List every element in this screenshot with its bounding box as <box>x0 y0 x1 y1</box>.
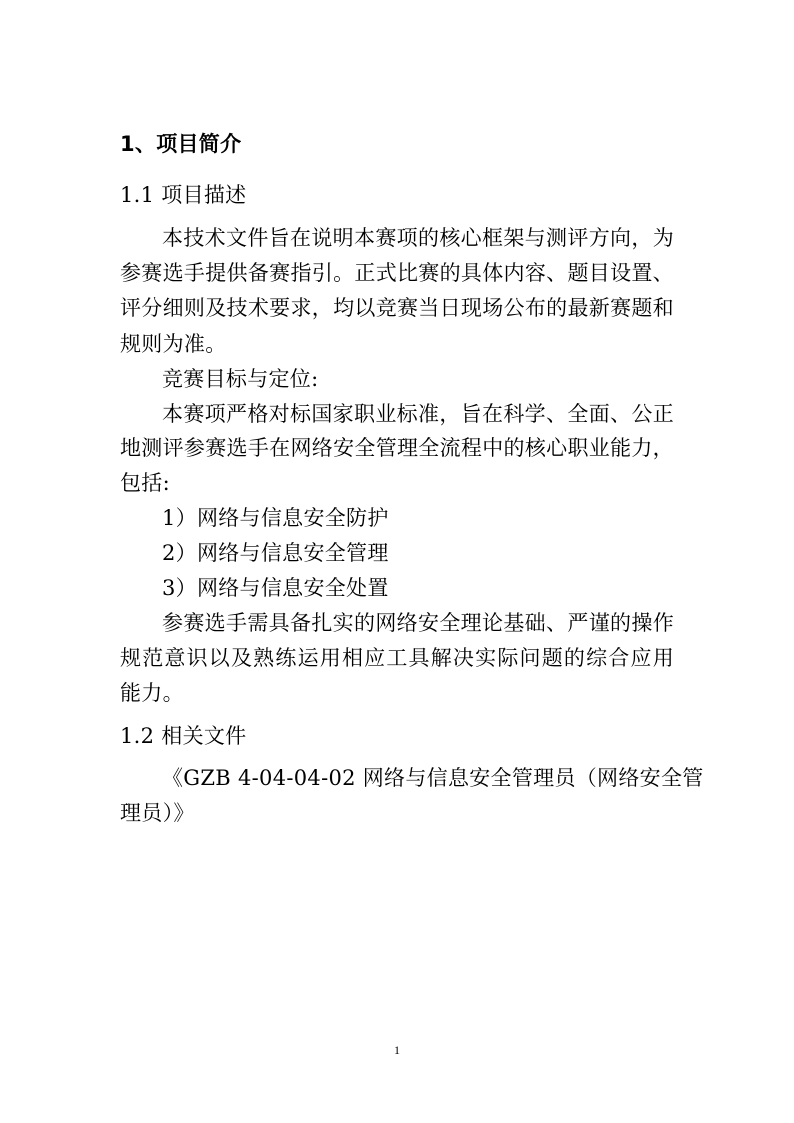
paragraph-line: 能力。 <box>120 681 184 705</box>
list-item: 3）网络与信息安全处置 <box>162 576 389 600</box>
list-item: 2）网络与信息安全管理 <box>162 541 389 565</box>
paragraph-line: 规则为准。 <box>120 332 227 356</box>
related-document-line: 理员）》 <box>120 801 195 825</box>
paragraph-line: 评分细则及技术要求，均以竞赛当日现场公布的最新赛题和 <box>120 296 674 320</box>
paragraph-line: 参赛选手提供备赛指引。正式比赛的具体内容、题目设置、 <box>120 261 674 285</box>
paragraph-line: 规范意识以及熟练运用相应工具解决实际问题的综合应用 <box>120 646 674 670</box>
list-item: 1）网络与信息安全防护 <box>162 506 389 530</box>
goal-heading: 竞赛目标与定位: <box>162 367 319 391</box>
page-number: 1 <box>394 1043 400 1057</box>
subsection-title-1-2: 1.2 相关文件 <box>120 724 247 748</box>
subsection-title-1-1: 1.1 项目描述 <box>120 183 247 207</box>
paragraph-line: 本赛项严格对标国家职业标准，旨在科学、全面、公正 <box>162 402 674 426</box>
paragraph-line: 地测评参赛选手在网络安全管理全流程中的核心职业能力， <box>120 436 674 460</box>
related-document-line: 《GZB 4-04-04-02 网络与信息安全管理员（网络安全管 <box>162 766 704 790</box>
paragraph-line: 参赛选手需具备扎实的网络安全理论基础、严谨的操作 <box>162 611 674 635</box>
paragraph-line: 包括: <box>120 471 170 495</box>
paragraph-line: 本技术文件旨在说明本赛项的核心框架与测评方向，为 <box>162 226 674 250</box>
section-title: 1、项目简介 <box>120 132 242 156</box>
